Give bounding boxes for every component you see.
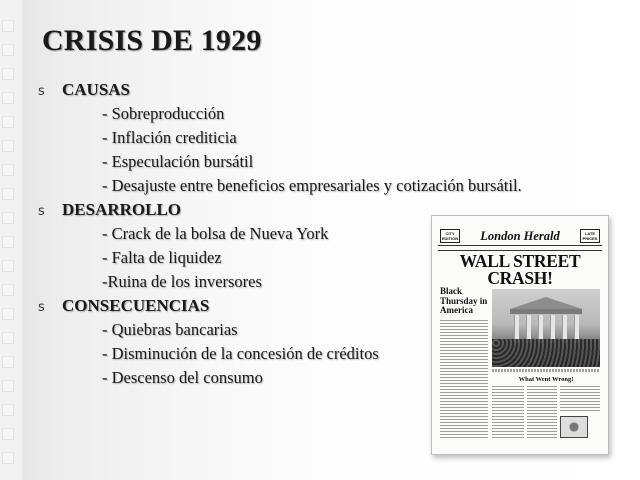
list-item: - Quiebras bancarias <box>102 320 238 339</box>
newspaper-headline <box>438 253 602 287</box>
list-item: - Crack de la bolsa de Nueva York <box>102 224 329 243</box>
section-heading: CONSECUENCIAS <box>62 296 210 315</box>
list-item: -Ruina de los inversores <box>102 272 262 291</box>
newspaper-image <box>431 215 609 455</box>
newspaper-photo <box>492 289 600 367</box>
bullet-icon: s <box>38 204 45 219</box>
bullet-icon: s <box>38 300 45 315</box>
city-edition-box: CITY EDITION <box>441 231 459 241</box>
headline-line: WALL STREET <box>459 251 581 271</box>
building-pediment <box>510 297 582 309</box>
bullet-icon: s <box>38 84 45 99</box>
slide-title: CRISIS DE 1929 <box>42 24 262 57</box>
photo-caption <box>492 369 600 372</box>
section-heading: CAUSAS <box>62 80 131 99</box>
newspaper-deck: Black Thursday in America <box>440 286 488 315</box>
newspaper-column-text <box>560 386 600 412</box>
newspaper-subhead: What Went Wrong! <box>518 376 574 383</box>
list-item: - Especulación bursátil <box>102 152 254 171</box>
newspaper-column-text <box>527 386 557 438</box>
headline-line: CRASH! <box>487 268 553 288</box>
list-item: - Sobreproducción <box>102 104 225 123</box>
list-item: - Falta de liquidez <box>102 248 222 267</box>
divider <box>438 245 602 246</box>
building-entablature <box>510 309 582 314</box>
newspaper-masthead <box>438 224 602 244</box>
list-item: - Descenso del consumo <box>102 368 263 387</box>
newspaper-column-text <box>492 386 524 438</box>
crowd <box>492 339 600 367</box>
newspaper-column-text <box>440 320 488 438</box>
newspaper-name: London Herald <box>480 229 560 243</box>
seal-image <box>560 416 588 438</box>
list-item: - Inflación crediticia <box>102 128 237 147</box>
list-item: - Disminución de la concesión de créditos <box>102 344 379 363</box>
section-heading: DESARROLLO <box>62 200 182 219</box>
late-prices-box: LATE PRICES <box>580 229 600 243</box>
list-item: - Desajuste entre beneficios empresariales y cotización bursátil. <box>102 176 522 195</box>
